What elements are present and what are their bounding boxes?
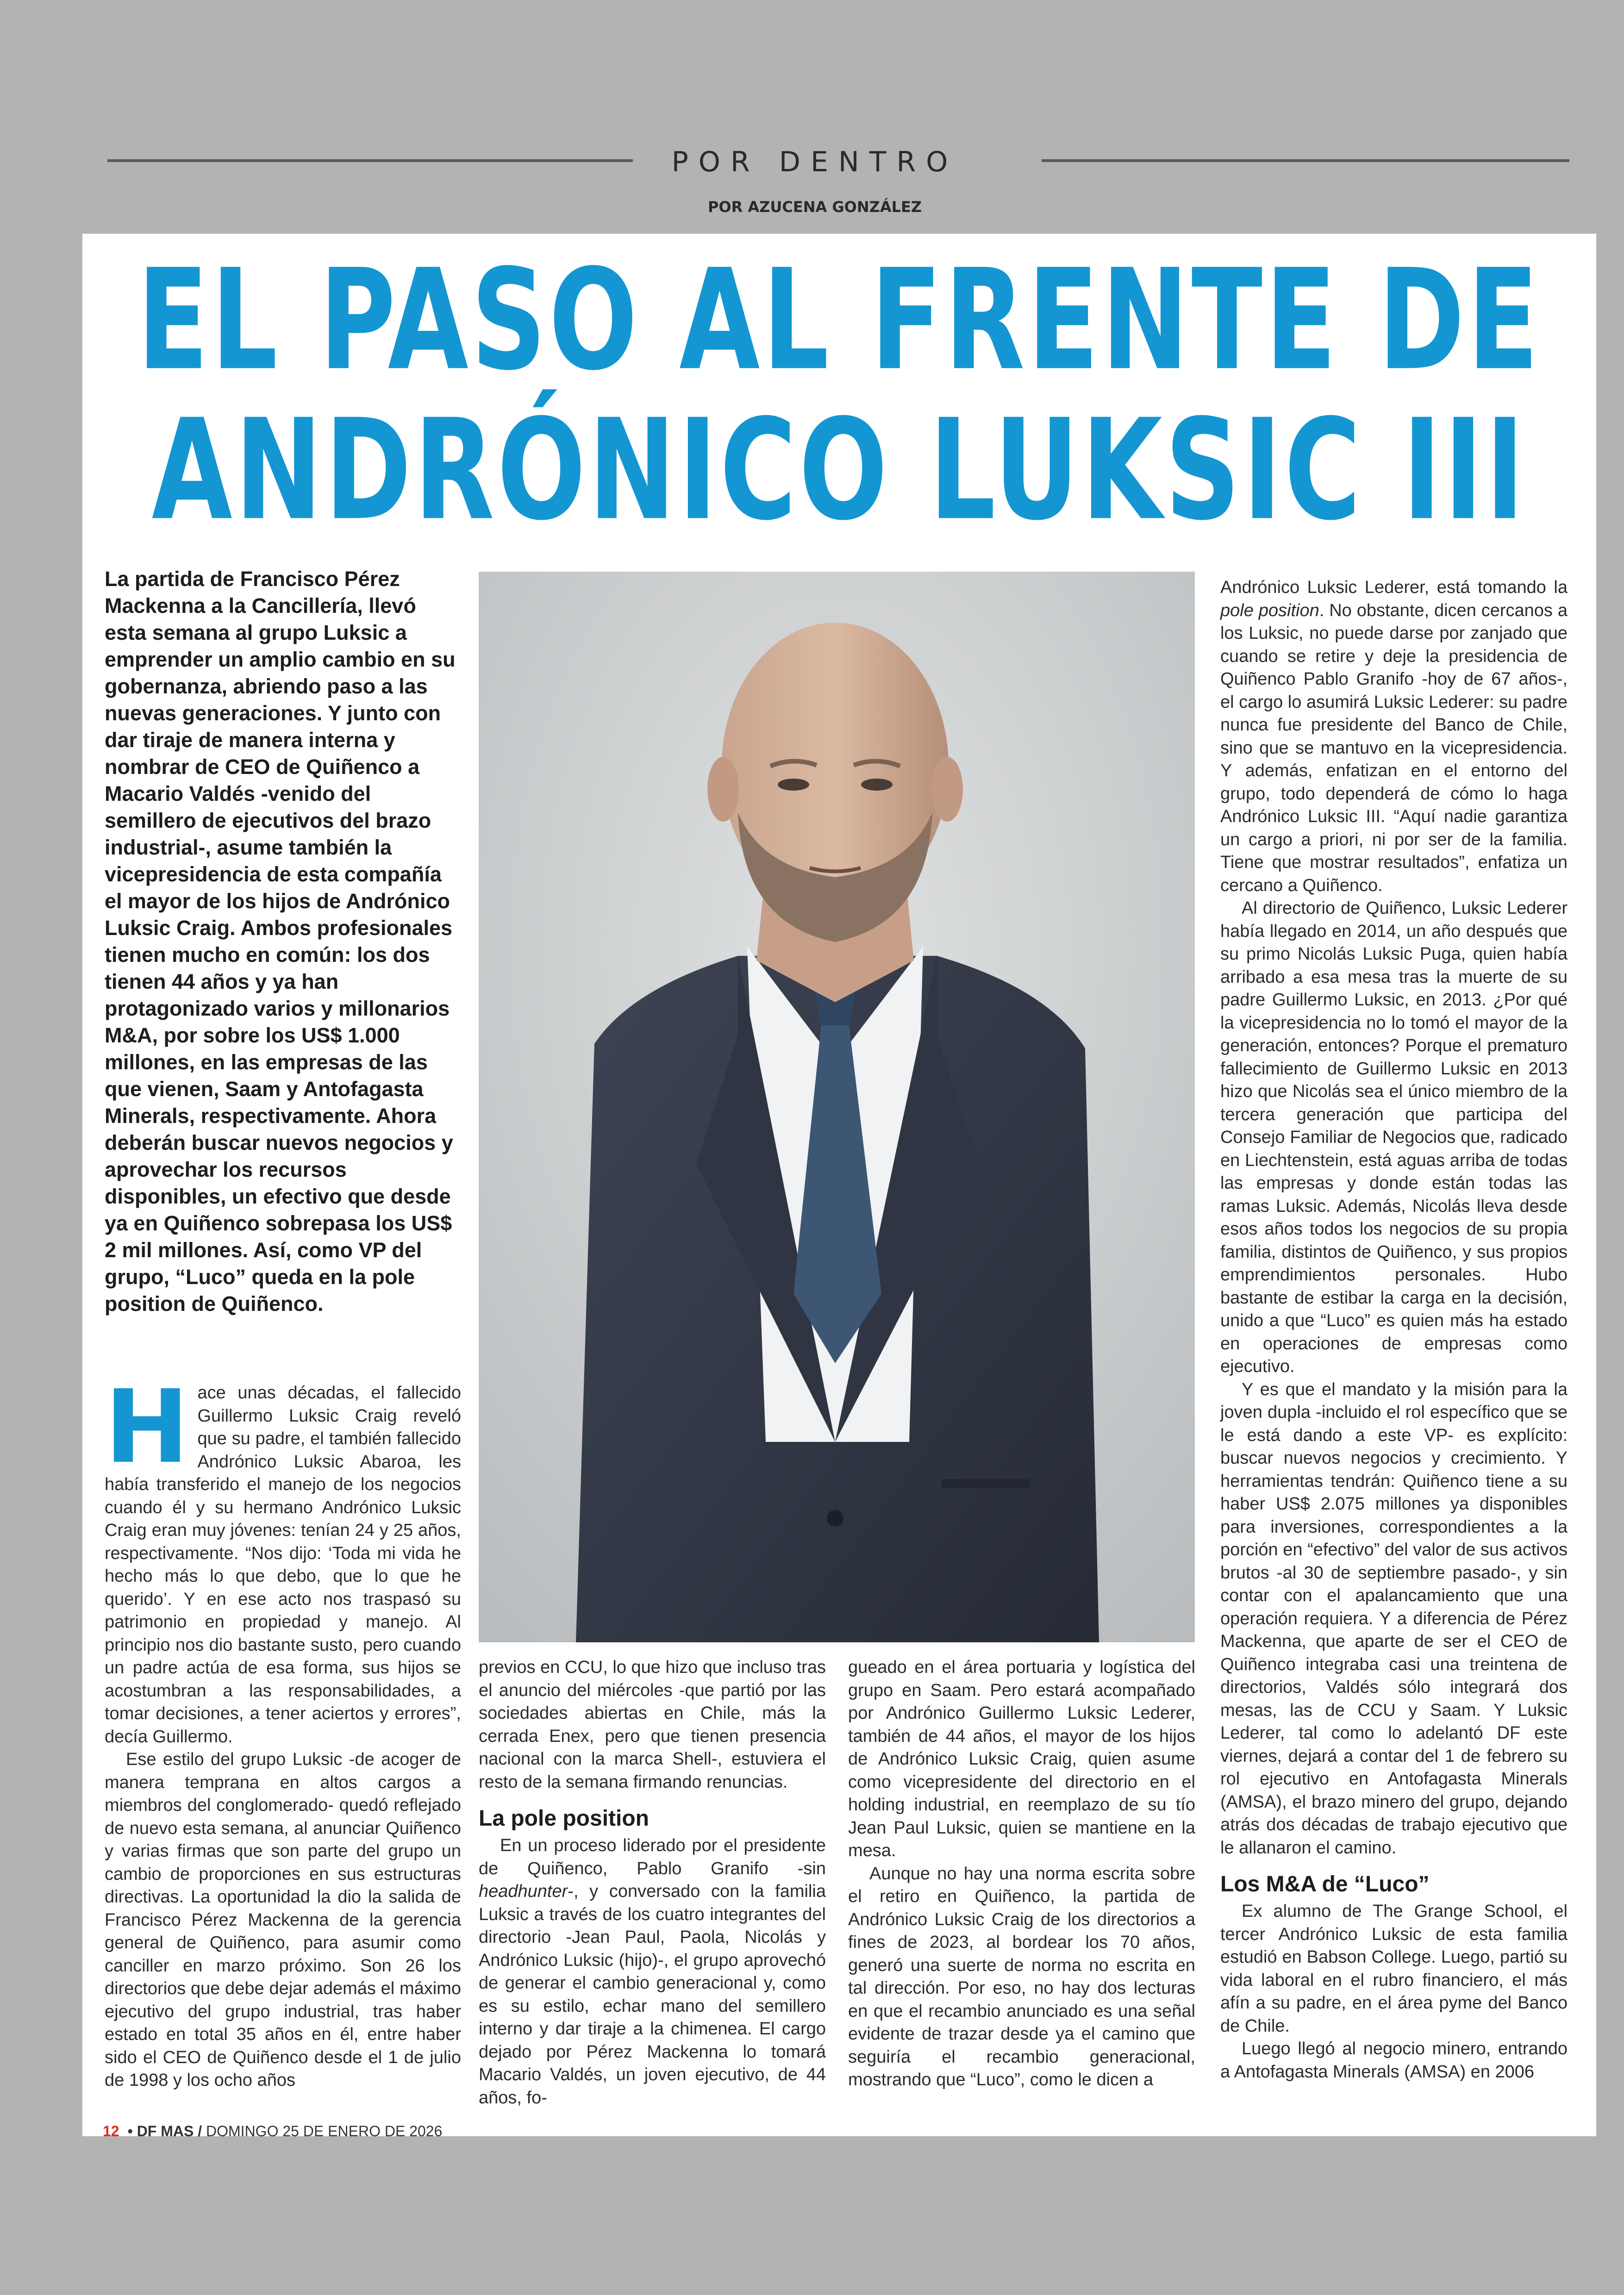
subhead-pole-position: La pole position (479, 1806, 649, 1831)
paragraph: Al directorio de Quiñenco, Luksic Lederer había llegado en 2014, un año después que su primo Nicolás Luksic Puga, quien había arribado a esa mesa tras la muerte de su padre Guillermo Luksic, en 2013. ¿Por qué la vicepresidencia no lo tomó el mayor de la generación, entonces? Porque el prematuro fallecimiento de Guillermo Luksic en 2013 hizo que Nicolás sea el único miembro de la tercera generación que participa del Consejo Familiar de Negocios que, radicado en Liechtenstein, está aguas arriba de todas las empresas y donde están todas las ramas Luksic. Además, Nicolás lleva desde esos años todos los negocios de su propia familia, distintos de Quiñenco, y sus propios emprendimientos personales. Hubo bastante de estibar la carga en la decisión, unido a que “Luco” es quien más ha estado en operaciones de empresas como ejecutivo. (1220, 898, 1568, 1376)
paragraph: Hace unas décadas, el fallecido Guillermo Luksic Craig reveló que su padre, el también fallecido Andrónico Luksic Abaroa, les había transferido el manejo de los negocios cuando él y su hermano Andrónico Luksic Craig eran muy jóvenes: tenían 24 y 25 años, respectivamente. “Nos dijo: ‘Toda mi vida he hecho más lo que debo, que lo que he querido’. Y en ese acto nos traspasó su patrimonio en propiedad y manejo. Al principio nos dio bastante susto, pero cuando un padre actúa de esa forma, sus hijos se acostumbran a las responsabilidades, a tomar decisiones, a tener aciertos y errores”, decía Guillermo. (105, 1369, 461, 1746)
headline-line-1: EL PASO AL FRENTE DE (137, 239, 1542, 401)
body-column-2 (479, 1656, 826, 2109)
paragraph: previos en CCU, lo que hizo que incluso tras el anuncio del miércoles -que partió por las sociedades abiertas en Chile, más la cerrada Enex, pero que tienen presencia nacional con la marca Shell-, estuviera el resto de la semana firmando renuncias. (479, 1658, 826, 1792)
header-rule-left (107, 159, 633, 162)
header-rule-right (1042, 159, 1569, 162)
headline-line-2: ANDRÓNICO LUKSIC III (151, 389, 1527, 551)
headline (82, 239, 1596, 551)
paragraph: Ese estilo del grupo Luksic -de acoger de manera temprana en altos cargos a miembros del conglomerado- quedó reflejado de nuevo esta semana, al anunciar Quiñenco y varias firmas que son parte del grupo un cambio de proporciones en sus estructuras directivas. La oportunidad la dio la salida de Francisco Pérez Mackenna de la gerencia general de Quiñenco, para asumir como canciller en marzo próximo. Son 26 los directorios que debe dejar además el máximo ejecutivo del grupo industrial, tras haber estado en total 35 años en él, entre haber sido el CEO de Quiñenco desde el 1 de julio de 1998 y los ocho años (105, 1750, 461, 2090)
paragraph: Andrónico Luksic Lederer, está tomando la pole position. No obstante, dicen cercanos a los Luksic, no puede darse por zanjado que cuando se retire y deje la presidencia de Quiñenco Pablo Granifo -hoy de 67 años-, el cargo lo asumirá Luksic Lederer: su padre nunca fue presidente del Banco de Chile, sino que se mantuvo en la vicepresidencia. Y además, enfatizan en el entorno del grupo, todo dependerá de cómo lo haga Andrónico Luksic III. “Aquí nadie garantiza un cargo a priori, ni por ser de la familia. Tiene que mostrar resultados”, enfatiza un cercano a Quiñenco. (1220, 578, 1568, 895)
section-label: POR DENTRO (671, 146, 958, 178)
byline: POR AZUCENA GONZÁLEZ (707, 198, 922, 216)
body-column-3 (848, 1656, 1195, 2092)
page-footer (103, 2123, 442, 2140)
body-column-1 (105, 1369, 461, 2092)
paragraph: Y es que el mandato y la misión para la joven dupla -incluido el rol específico que se le está dando a este VP- es explícito: buscar nuevos negocios y crecimiento. Y herramientas tendrán: Quiñenco tiene a su haber US$ 2.075 millones ya disponibles para inversiones, correspondientes a la porción en “efectivo” del valor de sus activos brutos -al 30 de septiembre pasado-, y sin contar con el apalancamiento que una operación requiera. Y a diferencia de Pérez Mackenna, que aparte de ser el CEO de Quiñenco integraba casi una treintena de directorios, Valdés sólo integrará dos mesas, las de CCU y Saam. Y Luksic Lederer, tal como lo adelantó DF este viernes, dejará a contar del 1 de febrero su rol ejecutivo en Antofagasta Minerals (AMSA), el brazo minero del grupo, dejando atrás dos décadas de trabajo ejecutivo que le allanaron el camino. (1220, 1379, 1568, 1858)
portrait-photo (479, 572, 1195, 1642)
paragraph: Aunque no hay una norma escrita sobre el retiro en Quiñenco, la partida de Andrónico Luksic Craig de los directorios a fines de 2023, al bordear los 70 años, generó una suerte de norma no escrita en tal dirección. Por eso, no hay dos lecturas en que el recambio anunciado es una señal evidente de trazar desde ya el camino que seguiría el recambio generacional, mostrando que “Luco”, como le dicen a (848, 1864, 1195, 2089)
paragraph: Ex alumno de The Grange School, el tercer Andrónico Luksic de esta familia estudió en Babson College. Luego, partió su vida laboral en el rubro financiero, el más afín a su padre, en el área pyme del Banco de Chile. (1220, 1902, 1568, 2036)
issue-date: DOMINGO 25 DE ENERO DE 2026 (206, 2123, 443, 2139)
paragraph: gueado en el área portuaria y logística del grupo en Saam. Pero estará acompañado por Andrónico Guillermo Luksic Lederer, también de 44 años, el mayor de los hijos de Andrónico Luksic Craig, quien asume como vicepresidente del directorio en el holding industrial, en reemplazo de su tío Jean Paul Luksic, quien se mantiene en la mesa. (848, 1658, 1195, 1860)
page-number: 12 (103, 2123, 119, 2139)
body-column-4 (1220, 576, 1568, 2083)
paragraph: Luego llegó al negocio minero, entrando a Antofagasta Minerals (AMSA) en 2006 (1220, 2039, 1568, 2082)
portrait-illustration (479, 572, 1195, 1642)
paragraph: En un proceso liderado por el presidente de Quiñenco, Pablo Granifo -sin headhunter-, y conversado con la familia Luksic a través de los cuatro integrantes del directorio -Jean Paul, Paola, Nicolás y Andrónico Luksic (hijo)-, el grupo aprovechó de generar el cambio generacional y, como es su estilo, echar mano del semillero interno y dar tiraje a la chimenea. El cargo dejado por Pérez Mackenna lo tomará Macario Valdés, un joven ejecutivo, de 44 años, fo- (479, 1836, 826, 2108)
subhead-los-ma-de-luco: Los M&A de “Luco” (1220, 1872, 1430, 1896)
lede-paragraph: La partida de Francisco Pérez Mackenna a la Cancillería, llevó esta semana al grupo Luksic a emprender un amplio cambio en su gobernanza, abriendo paso a las nuevas generaciones. Y junto con dar tiraje de manera interna y nombrar de CEO de Quiñenco a Macario Valdés -venido del semillero de ejecutivos del brazo industrial-, asume también la vicepresidencia de esta compañía el mayor de los hijos de Andrónico Luksic Craig. Ambos profesionales tienen mucho en común: los dos tienen 44 años y ya han protagonizado varios y millonarios M&A, por sobre los US$ 1.000 millones, en las empresas de las que vienen, Saam y Antofagasta Minerals, respectivamente. Ahora deberán buscar nuevos negocios y aprovechar los recursos disponibles, un efectivo que desde ya en Quiñenco sobrepasa los US$ 2 mil millones. Así, como VP del grupo, “Luco” queda en la pole position de Quiñenco. (105, 567, 456, 1316)
publication-name: • DF MAS / (127, 2123, 202, 2139)
drop-cap: H (105, 1369, 189, 1486)
